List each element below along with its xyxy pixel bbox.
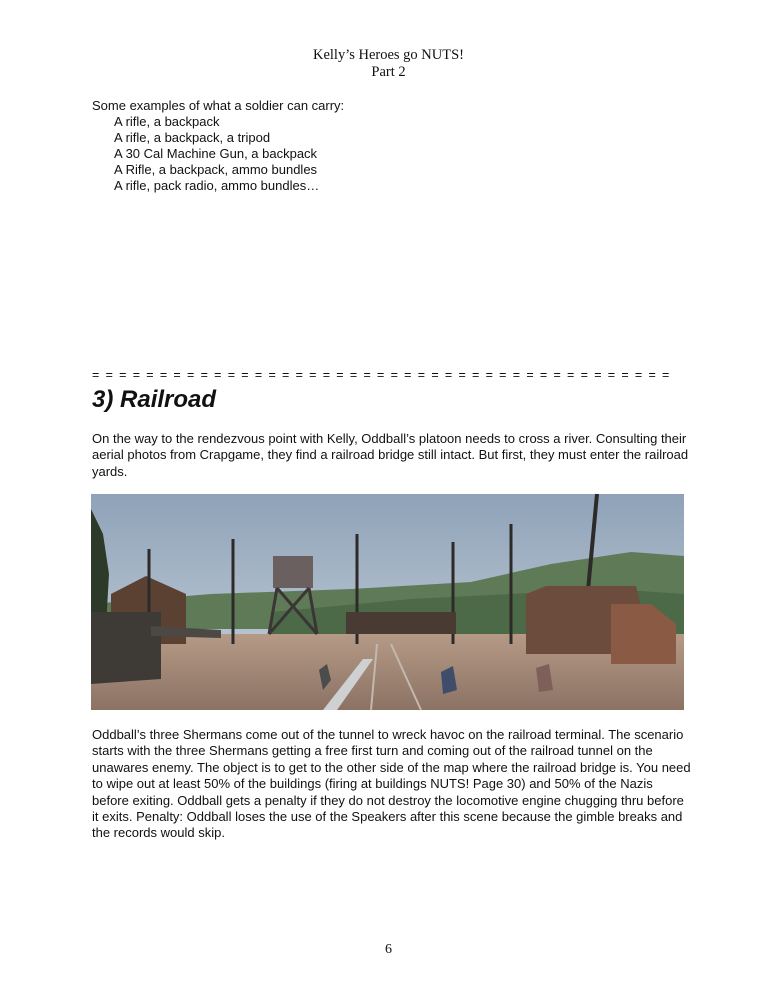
page-number: 6 [385, 942, 392, 957]
page-header [0, 47, 777, 81]
section-divider: = = = = = = = = = = = = = = = = = = = = = = = = = = = = = = = = = = = = = = = = = = = [92, 368, 671, 382]
carry-examples-list [92, 114, 692, 194]
section-intro-paragraph: On the way to the rendezvous point with Kelly, Oddball’s platoon needs to cross a river. Consulting their aerial photos from Crapgame, they find a railroad bridge still intact. But first, they must enter the railroad yards. [92, 431, 689, 479]
list-item: A 30 Cal Machine Gun, a backpack [114, 146, 318, 161]
document-subtitle: Part 2 [371, 64, 406, 80]
list-item: A rifle, a backpack, a tripod [114, 130, 271, 145]
scenario-paragraph: Oddball’s three Shermans come out of the tunnel to wreck havoc on the railroad terminal. The scenario starts with the three Shermans getting a free first turn and coming out of the railroad tunnel on the unawares enemy. The object is to get to the other side of the map where the railroad bridge is. You need to wipe out at least 50% of the buildings (firing at buildings NUTS! Page 30) and 50% of the Nazis before exiting. Oddball gets a penalty if they do not destroy the locomotive engine chugging thru before it exits. Penalty: Oddball loses the use of the Speakers after this scene because the gimble breaks and the records would skip. [92, 727, 691, 841]
railroad-yard-photo [91, 494, 684, 710]
carry-examples [92, 98, 692, 194]
list-item: A rifle, pack radio, ammo bundles… [114, 178, 320, 193]
section-heading: 3) Railroad [92, 386, 217, 413]
carry-examples-lead: Some examples of what a soldier can carry: [92, 98, 345, 113]
list-item: A rifle, a backpack [114, 114, 220, 129]
document-title: Kelly’s Heroes go NUTS! [312, 47, 465, 63]
list-item: A Rifle, a backpack, ammo bundles [114, 162, 318, 177]
